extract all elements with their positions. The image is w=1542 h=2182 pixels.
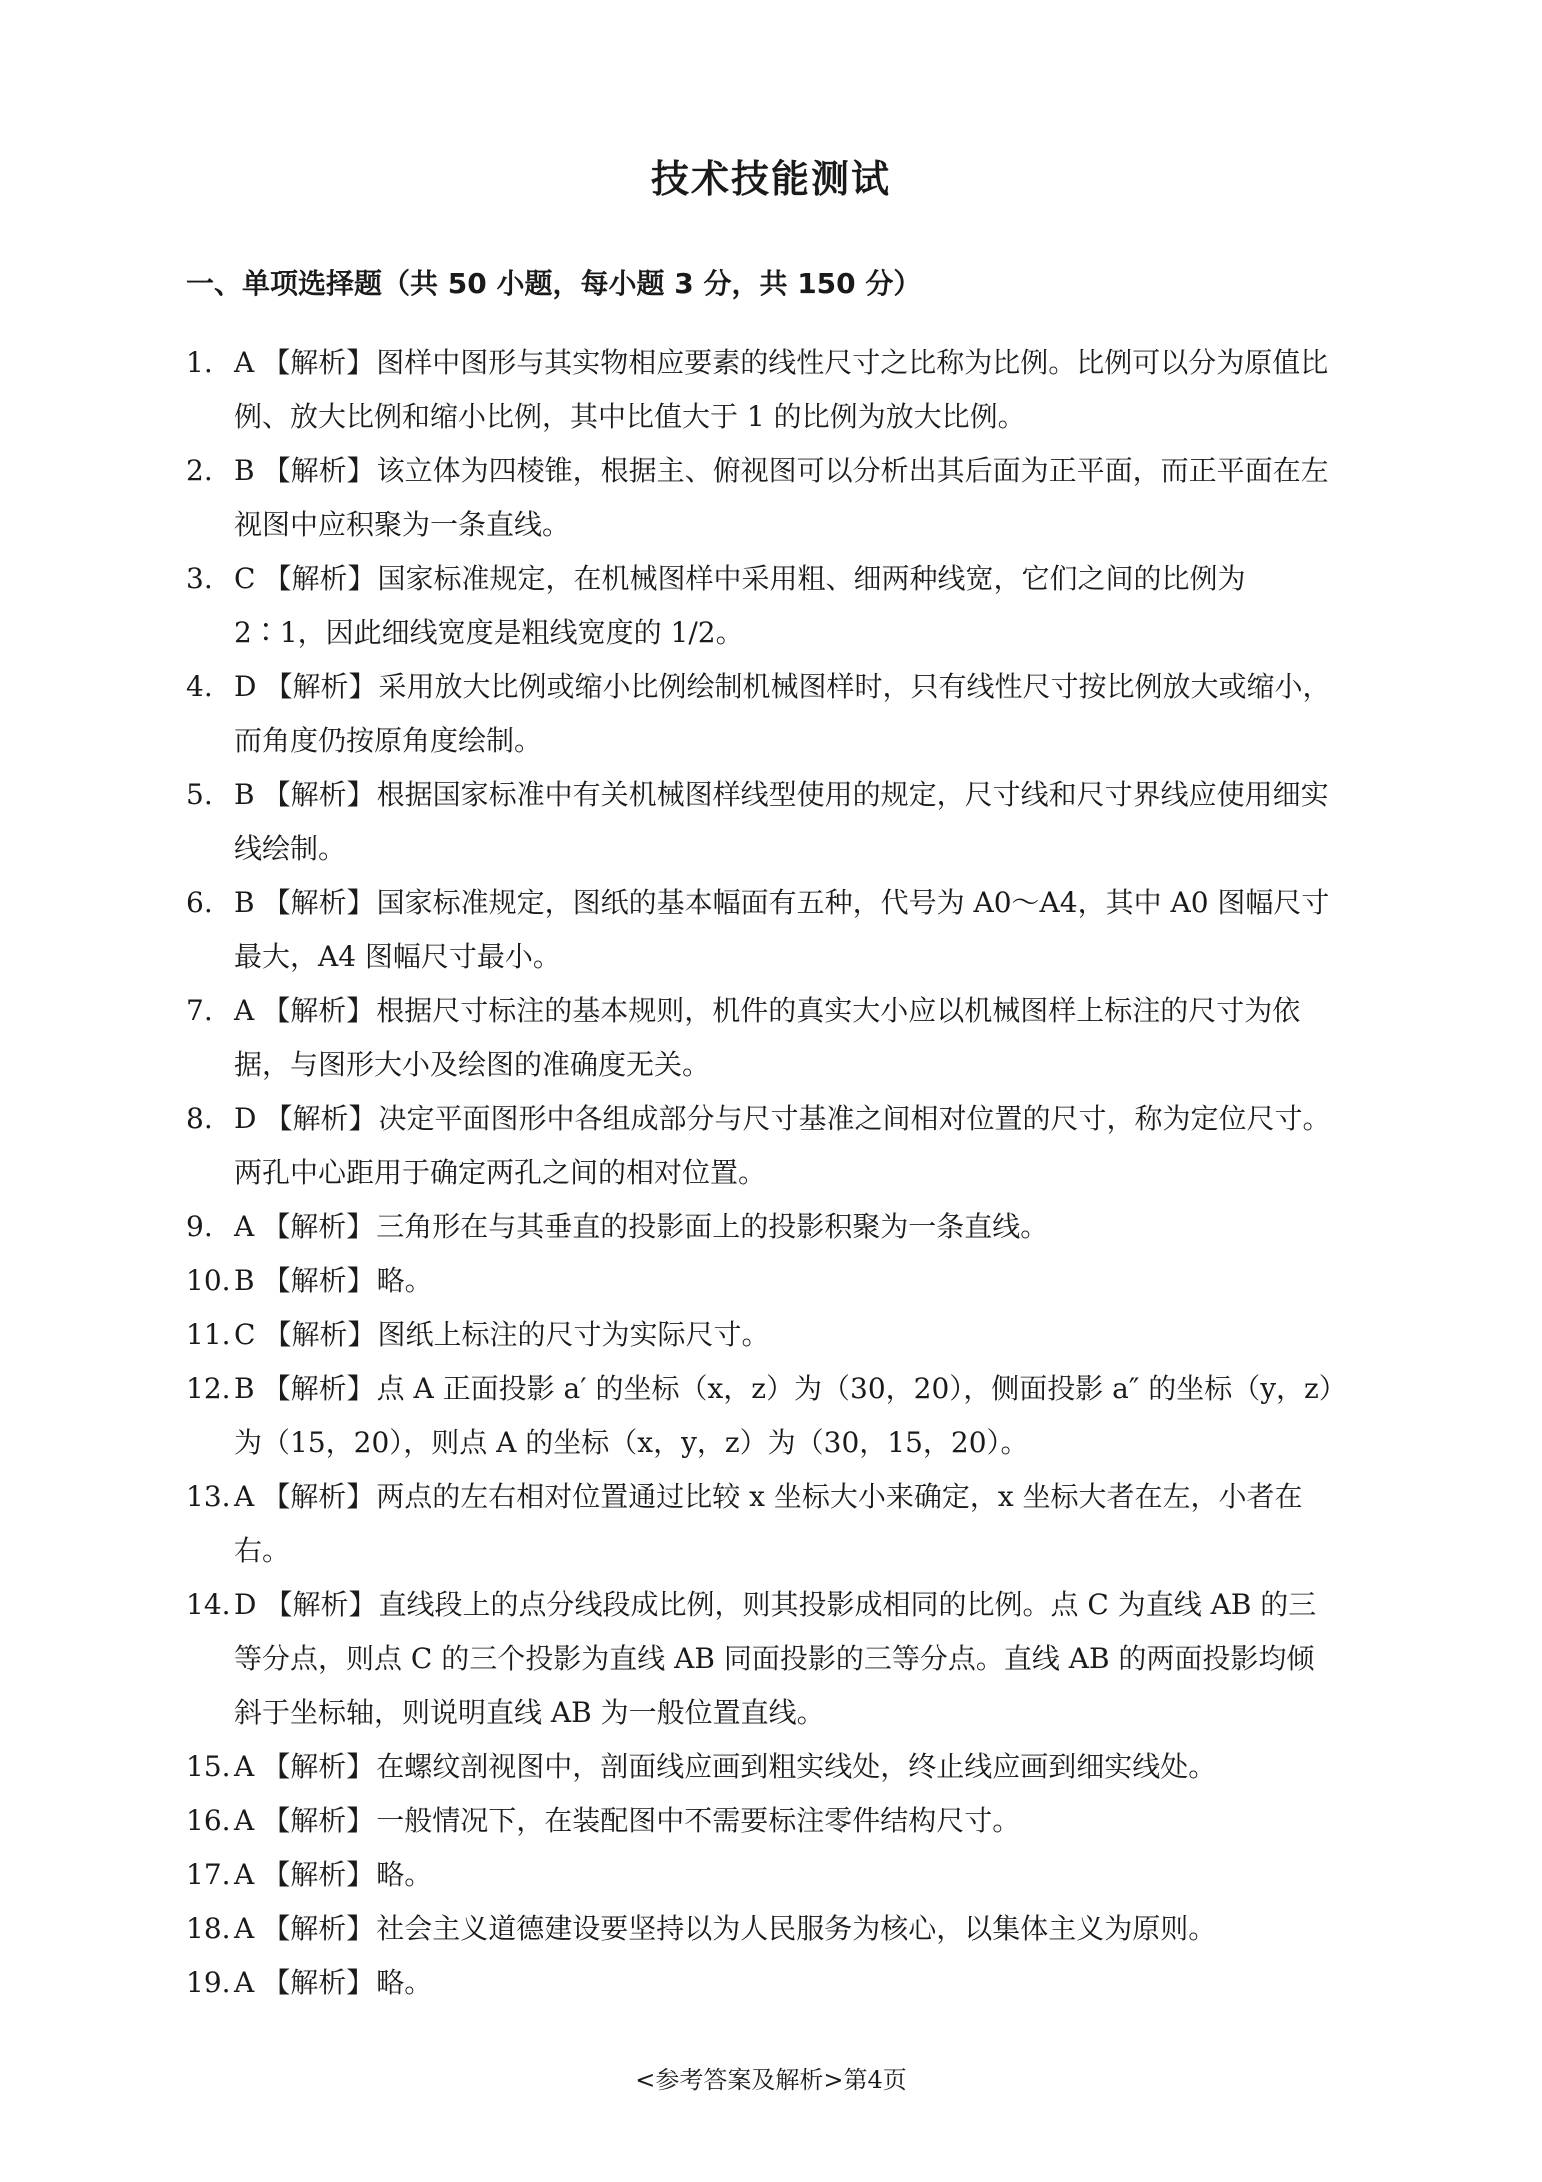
item-number: 16. bbox=[186, 1804, 231, 1837]
analysis-tag: 【解析】 bbox=[262, 886, 375, 919]
analysis-text: 直线段上的点分线段成比例，则其投影成相同的比例。点 C 为直线 AB 的三等分点，则点 C 的三个投影为直线 AB 同面投影的三等分点。直线 AB 的两面投影均倾斜于坐标轴，则说明直线 AB 为一般位置直线。 bbox=[234, 1588, 1317, 1729]
answer-letter: A bbox=[234, 1912, 255, 1945]
analysis-tag: 【解析】 bbox=[262, 1966, 375, 1999]
item-number: 10. bbox=[186, 1264, 231, 1297]
item-body bbox=[234, 660, 1336, 768]
analysis-tag: 【解析】 bbox=[263, 562, 376, 595]
analysis-text: 两点的左右相对位置通过比较 x 坐标大小来确定，x 坐标大者在左，小者在右。 bbox=[234, 1480, 1303, 1567]
analysis-text: 根据国家标准中有关机械图样线型使用的规定，尺寸线和尺寸界线应使用细实线绘制。 bbox=[234, 778, 1329, 865]
item-number: 15. bbox=[186, 1750, 231, 1783]
answer-item bbox=[186, 984, 1336, 1092]
answer-letter: B bbox=[234, 454, 255, 487]
analysis-tag: 【解析】 bbox=[262, 1804, 375, 1837]
analysis-tag: 【解析】 bbox=[262, 1264, 375, 1297]
answer-item bbox=[186, 1200, 1336, 1254]
analysis-text: 国家标准规定，图纸的基本幅面有五种，代号为 A0～A4，其中 A0 图幅尺寸最大，A4 图幅尺寸最小。 bbox=[234, 886, 1330, 973]
analysis-text: 略。 bbox=[376, 1858, 433, 1891]
item-body bbox=[234, 444, 1336, 552]
answer-letter: A bbox=[234, 346, 255, 379]
item-number: 18. bbox=[186, 1912, 231, 1945]
analysis-text: 在螺纹剖视图中，剖面线应画到粗实线处，终止线应画到细实线处。 bbox=[376, 1750, 1217, 1783]
item-body bbox=[234, 876, 1336, 984]
answer-item bbox=[186, 1956, 1336, 2010]
page-footer: <参考答案及解析>第4页 bbox=[635, 2066, 907, 2094]
analysis-text: 三角形在与其垂直的投影面上的投影积聚为一条直线。 bbox=[376, 1210, 1049, 1243]
item-body bbox=[234, 1578, 1336, 1740]
analysis-tag: 【解析】 bbox=[264, 1102, 377, 1135]
answer-letter: A bbox=[234, 994, 255, 1027]
item-number: 4. bbox=[186, 670, 213, 703]
analysis-text: 点 A 正面投影 a′ 的坐标（x，z）为（30，20），侧面投影 a″ 的坐标（y，z）为（15，20），则点 A 的坐标（x，y，z）为（30，15，20）。 bbox=[234, 1372, 1333, 1459]
item-body bbox=[234, 1200, 1336, 1254]
item-number: 17. bbox=[186, 1858, 231, 1891]
analysis-tag: 【解析】 bbox=[262, 346, 375, 379]
item-body bbox=[234, 1308, 1336, 1362]
item-number: 1. bbox=[186, 346, 213, 379]
answer-letter: C bbox=[234, 1318, 256, 1351]
answer-letter: A bbox=[234, 1750, 255, 1783]
item-number: 3. bbox=[186, 562, 213, 595]
analysis-text: 根据尺寸标注的基本规则，机件的真实大小应以机械图样上标注的尺寸为依据，与图形大小及绘图的准确度无关。 bbox=[234, 994, 1301, 1081]
answer-item bbox=[186, 444, 1336, 552]
analysis-text: 社会主义道德建设要坚持以为人民服务为核心，以集体主义为原则。 bbox=[376, 1912, 1217, 1945]
analysis-text: 图样中图形与其实物相应要素的线性尺寸之比称为比例。比例可以分为原值比例、放大比例和缩小比例，其中比值大于 1 的比例为放大比例。 bbox=[234, 346, 1329, 433]
analysis-text: 该立体为四棱锥，根据主、俯视图可以分析出其后面为正平面，而正平面在左视图中应积聚为一条直线。 bbox=[234, 454, 1329, 541]
item-body bbox=[234, 1092, 1336, 1200]
analysis-text: 图纸上标注的尺寸为实际尺寸。 bbox=[377, 1318, 770, 1351]
answer-item bbox=[186, 336, 1336, 444]
analysis-tag: 【解析】 bbox=[263, 1318, 376, 1351]
item-body bbox=[234, 984, 1336, 1092]
answer-item bbox=[186, 1902, 1336, 1956]
analysis-tag: 【解析】 bbox=[262, 1210, 375, 1243]
answer-item bbox=[186, 768, 1336, 876]
item-number: 13. bbox=[186, 1480, 231, 1513]
item-number: 5. bbox=[186, 778, 213, 811]
analysis-text: 国家标准规定，在机械图样中采用粗、细两种线宽，它们之间的比例为 2∶1，因此细线宽度是粗线宽度的 1/2。 bbox=[234, 562, 1246, 649]
analysis-tag: 【解析】 bbox=[262, 1480, 375, 1513]
analysis-tag: 【解析】 bbox=[264, 1588, 377, 1621]
answer-item bbox=[186, 1578, 1336, 1740]
answer-letter: B bbox=[234, 1264, 255, 1297]
analysis-tag: 【解析】 bbox=[264, 670, 377, 703]
item-number: 14. bbox=[186, 1588, 231, 1621]
answer-letter: A bbox=[234, 1210, 255, 1243]
answer-item bbox=[186, 1254, 1336, 1308]
analysis-tag: 【解析】 bbox=[262, 454, 375, 487]
analysis-tag: 【解析】 bbox=[262, 1912, 375, 1945]
answer-letter: A bbox=[234, 1966, 255, 1999]
page-title: 技术技能测试 bbox=[650, 157, 891, 201]
analysis-text: 采用放大比例或缩小比例绘制机械图样时，只有线性尺寸按比例放大或缩小，而角度仍按原角度绘制。 bbox=[234, 670, 1331, 757]
answer-letter: C bbox=[234, 562, 256, 595]
analysis-tag: 【解析】 bbox=[262, 994, 375, 1027]
analysis-tag: 【解析】 bbox=[262, 1372, 375, 1405]
answer-item bbox=[186, 1470, 1336, 1578]
answer-item bbox=[186, 1740, 1336, 1794]
analysis-text: 略。 bbox=[376, 1966, 433, 1999]
item-number: 11. bbox=[186, 1318, 231, 1351]
item-body bbox=[234, 336, 1336, 444]
analysis-tag: 【解析】 bbox=[262, 1750, 375, 1783]
answer-letter: D bbox=[234, 1588, 257, 1621]
item-number: 19. bbox=[186, 1966, 231, 1999]
analysis-text: 一般情况下，在装配图中不需要标注零件结构尺寸。 bbox=[376, 1804, 1021, 1837]
answer-item bbox=[186, 552, 1336, 660]
answer-item bbox=[186, 660, 1336, 768]
answer-letter: A bbox=[234, 1858, 255, 1891]
answer-item bbox=[186, 876, 1336, 984]
item-body bbox=[234, 768, 1336, 876]
item-body bbox=[234, 1956, 1336, 2010]
item-body bbox=[234, 552, 1336, 660]
answer-letter: A bbox=[234, 1804, 255, 1837]
analysis-tag: 【解析】 bbox=[262, 1858, 375, 1891]
item-body bbox=[234, 1902, 1336, 1956]
answer-letter: D bbox=[234, 1102, 257, 1135]
item-body bbox=[234, 1848, 1336, 1902]
answer-item bbox=[186, 1794, 1336, 1848]
answer-item bbox=[186, 1848, 1336, 1902]
answer-letter: B bbox=[234, 886, 255, 919]
answer-letter: D bbox=[234, 670, 257, 703]
item-number: 6. bbox=[186, 886, 213, 919]
answer-letter: A bbox=[234, 1480, 255, 1513]
item-number: 9. bbox=[186, 1210, 213, 1243]
analysis-text: 略。 bbox=[376, 1264, 433, 1297]
item-body bbox=[234, 1794, 1336, 1848]
item-body bbox=[234, 1740, 1336, 1794]
item-body bbox=[234, 1362, 1336, 1470]
item-number: 2. bbox=[186, 454, 213, 487]
analysis-tag: 【解析】 bbox=[262, 778, 375, 811]
item-body bbox=[234, 1254, 1336, 1308]
answer-letter: B bbox=[234, 778, 255, 811]
item-number: 7. bbox=[186, 994, 213, 1027]
answer-item bbox=[186, 1092, 1336, 1200]
analysis-text: 决定平面图形中各组成部分与尺寸基准之间相对位置的尺寸，称为定位尺寸。两孔中心距用于确定两孔之间的相对位置。 bbox=[234, 1102, 1331, 1189]
item-number: 12. bbox=[186, 1372, 231, 1405]
answer-list bbox=[186, 336, 1336, 2010]
answer-item bbox=[186, 1308, 1336, 1362]
section-heading: 一、单项选择题（共 50 小题，每小题 3 分，共 150 分） bbox=[186, 267, 922, 300]
item-body bbox=[234, 1470, 1336, 1578]
answer-item bbox=[186, 1362, 1336, 1470]
item-number: 8. bbox=[186, 1102, 213, 1135]
answer-letter: B bbox=[234, 1372, 255, 1405]
